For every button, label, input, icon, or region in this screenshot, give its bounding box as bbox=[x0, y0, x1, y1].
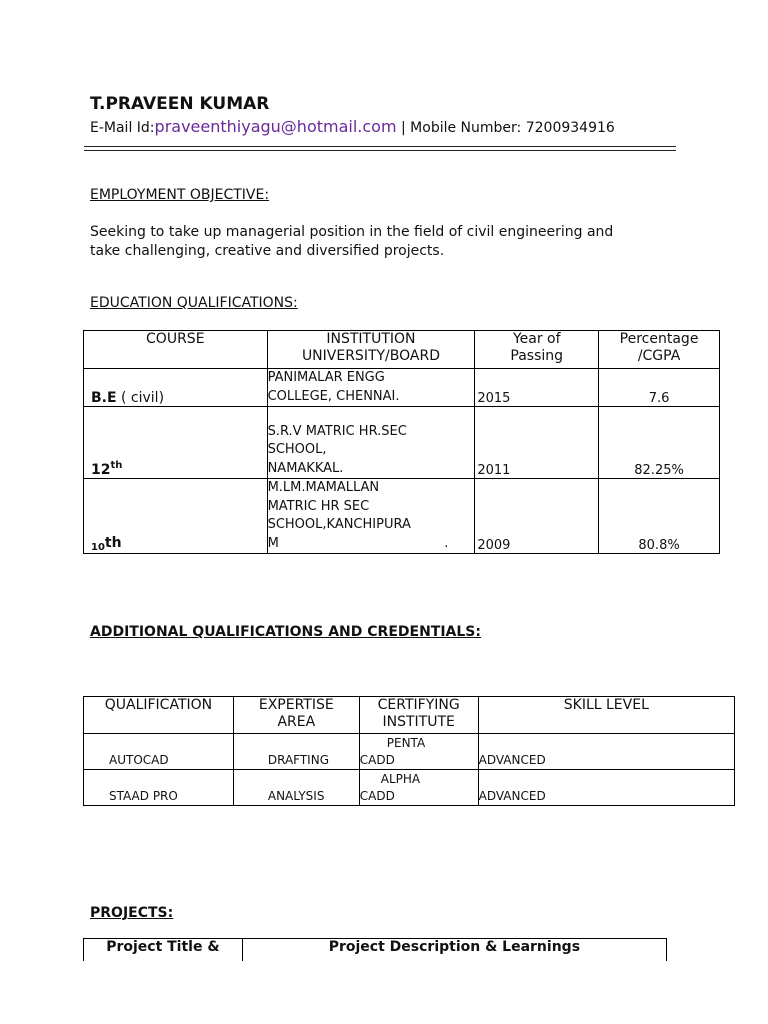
institution-cell: S.R.V MATRIC HR.SEC SCHOOL, NAMAKKAL. bbox=[267, 407, 475, 479]
header-percentage: Percentage /CGPA bbox=[599, 331, 720, 369]
education-table bbox=[83, 330, 720, 554]
skill-cell: ADVANCED bbox=[478, 770, 734, 806]
table-row bbox=[84, 734, 735, 770]
header-institution: INSTITUTION UNIVERSITY/BOARD bbox=[267, 331, 475, 369]
projects-header-row bbox=[84, 939, 667, 962]
table-row bbox=[84, 479, 720, 554]
contact-separator: | bbox=[396, 120, 411, 136]
header-certifying: CERTIFYING INSTITUTE bbox=[359, 697, 478, 734]
institution-cell: M.LM.MAMALLAN MATRIC HR SEC SCHOOL,KANCHIPURA M . bbox=[267, 479, 475, 554]
header-year: Year of Passing bbox=[475, 331, 599, 369]
header-expertise: EXPERTISE AREA bbox=[233, 697, 359, 734]
course-cell: 12th bbox=[84, 407, 268, 479]
score-cell: 7.6 bbox=[599, 369, 720, 407]
objective-line-1: Seeking to take up managerial position in the field of civil engineering and bbox=[90, 224, 614, 240]
qualification-cell: STAAD PRO bbox=[84, 770, 234, 806]
additional-qualifications-table bbox=[83, 696, 735, 806]
header-course: COURSE bbox=[84, 331, 268, 369]
additional-heading: ADDITIONAL QUALIFICATIONS AND CREDENTIALS: bbox=[90, 624, 481, 640]
header-project-title: Project Title & bbox=[84, 939, 243, 962]
course-cell: $_{10}$th bbox=[84, 479, 268, 554]
header-rule-top bbox=[84, 146, 676, 147]
objective-text bbox=[90, 223, 690, 261]
projects-table bbox=[83, 938, 667, 961]
objective-line-2: take challenging, creative and diversified projects. bbox=[90, 243, 445, 259]
institution-cell: PANIMALAR ENGG COLLEGE, CHENNAI. bbox=[267, 369, 475, 407]
course-cell: B.E ( civil) bbox=[84, 369, 268, 407]
email-link[interactable]: praveenthiyagu@hotmail.com bbox=[154, 117, 397, 136]
header-rule-bottom bbox=[84, 150, 676, 151]
qualification-cell: AUTOCAD bbox=[84, 734, 234, 770]
header-qualification: QUALIFICATION bbox=[84, 697, 234, 734]
area-cell: ANALYSIS bbox=[233, 770, 359, 806]
table-row bbox=[84, 369, 720, 407]
score-cell: 82.25% bbox=[599, 407, 720, 479]
objective-heading: EMPLOYMENT OBJECTIVE: bbox=[90, 187, 270, 203]
score-cell: 80.8% bbox=[599, 479, 720, 554]
institute-cell: PENTA CADD bbox=[359, 734, 478, 770]
projects-heading: PROJECTS: bbox=[90, 905, 174, 921]
additional-header-row bbox=[84, 697, 735, 734]
skill-cell: ADVANCED bbox=[478, 734, 734, 770]
education-header-row bbox=[84, 331, 720, 369]
table-row bbox=[84, 407, 720, 479]
year-cell: 2011 bbox=[475, 407, 599, 479]
header-skill: SKILL LEVEL bbox=[478, 697, 734, 734]
table-row bbox=[84, 770, 735, 806]
header-project-description: Project Description & Learnings bbox=[242, 939, 666, 962]
mobile-number: 7200934916 bbox=[525, 120, 615, 136]
candidate-name: T.PRAVEEN KUMAR bbox=[90, 94, 270, 114]
email-label: E-Mail Id: bbox=[90, 120, 155, 136]
year-cell: 2015 bbox=[475, 369, 599, 407]
contact-line bbox=[90, 117, 615, 136]
mobile-label: Mobile Number: bbox=[410, 120, 522, 136]
year-cell: 2009 bbox=[475, 479, 599, 554]
area-cell: DRAFTING bbox=[233, 734, 359, 770]
education-heading: EDUCATION QUALIFICATIONS: bbox=[90, 295, 298, 311]
institute-cell: ALPHA CADD bbox=[359, 770, 478, 806]
